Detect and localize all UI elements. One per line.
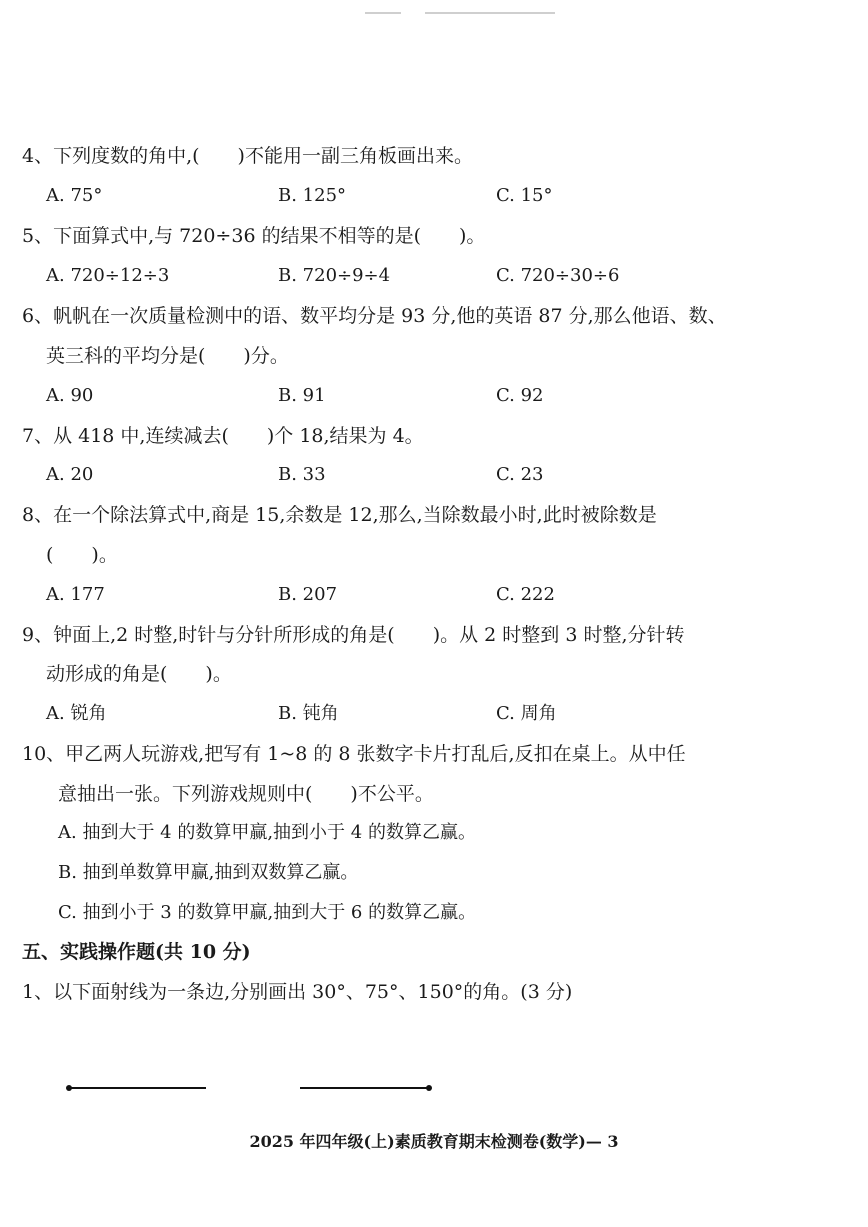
question-8-option-b: B. 207 xyxy=(278,584,338,605)
question-6-stem-line-1: 6、帆帆在一次质量检测中的语、数平均分是 93 分,他的英语 87 分,那么他语、数、 xyxy=(22,305,727,327)
top-edge-mark xyxy=(425,12,555,14)
question-5-option-b: B. 720÷9÷4 xyxy=(278,265,391,286)
question-10-stem-line-2: 意抽出一张。下列游戏规则中( )不公平。 xyxy=(58,783,434,805)
question-5-stem: 5、下面算式中,与 720÷36 的结果不相等的是( )。 xyxy=(22,225,486,247)
section-5-question-1: 1、以下面射线为一条边,分别画出 30°、75°、150°的角。(3 分) xyxy=(22,981,573,1003)
question-10-option-b: B. 抽到单数算甲赢,抽到双数算乙赢。 xyxy=(58,862,359,883)
question-8-stem-line-2: ( )。 xyxy=(46,544,118,566)
top-edge-mark xyxy=(365,12,401,14)
question-6-option-c: C. 92 xyxy=(496,385,544,406)
question-7-option-c: C. 23 xyxy=(496,464,544,485)
question-5-option-a: A. 720÷12÷3 xyxy=(46,265,170,286)
question-6-option-a: A. 90 xyxy=(46,385,94,406)
question-6-option-b: B. 91 xyxy=(278,385,326,406)
question-8-stem-line-1: 8、在一个除法算式中,商是 15,余数是 12,那么,当除数最小时,此时被除数是 xyxy=(22,504,657,526)
question-7-option-a: A. 20 xyxy=(46,464,94,485)
question-6-stem-line-2: 英三科的平均分是( )分。 xyxy=(46,345,289,367)
question-9-option-a: A. 锐角 xyxy=(46,703,107,724)
section-5-title: 五、实践操作题(共 10 分) xyxy=(22,941,251,963)
question-4-stem: 4、下列度数的角中,( )不能用一副三角板画出来。 xyxy=(22,145,473,167)
question-4-option-b: B. 125° xyxy=(278,185,347,206)
question-9-stem-line-1: 9、钟面上,2 时整,时针与分针所形成的角是( )。从 2 时整到 3 时整,分针转 xyxy=(22,624,685,646)
question-7-stem: 7、从 418 中,连续减去( )个 18,结果为 4。 xyxy=(22,425,424,447)
question-7-option-b: B. 33 xyxy=(278,464,326,485)
question-4-option-a: A. 75° xyxy=(46,185,103,206)
question-9-option-c: C. 周角 xyxy=(496,703,557,724)
page-footer: 2025 年四年级(上)素质教育期末检测卷(数学)— 3 xyxy=(249,1132,619,1151)
question-9-stem-line-2: 动形成的角是( )。 xyxy=(46,663,232,685)
ray-1-line xyxy=(68,1087,206,1089)
ray-2-endpoint xyxy=(426,1085,432,1091)
question-4-option-c: C. 15° xyxy=(496,185,553,206)
ray-2-line xyxy=(300,1087,430,1089)
question-10-option-c: C. 抽到小于 3 的数算甲赢,抽到大于 6 的数算乙赢。 xyxy=(58,902,477,923)
question-8-option-c: C. 222 xyxy=(496,584,555,605)
question-10-stem-line-1: 10、甲乙两人玩游戏,把写有 1~8 的 8 张数字卡片打乱后,反扣在桌上。从中任 xyxy=(22,743,686,765)
question-9-option-b: B. 钝角 xyxy=(278,703,339,724)
question-8-option-a: A. 177 xyxy=(46,584,105,605)
question-10-option-a: A. 抽到大于 4 的数算甲赢,抽到小于 4 的数算乙赢。 xyxy=(58,822,476,843)
question-5-option-c: C. 720÷30÷6 xyxy=(496,265,620,286)
